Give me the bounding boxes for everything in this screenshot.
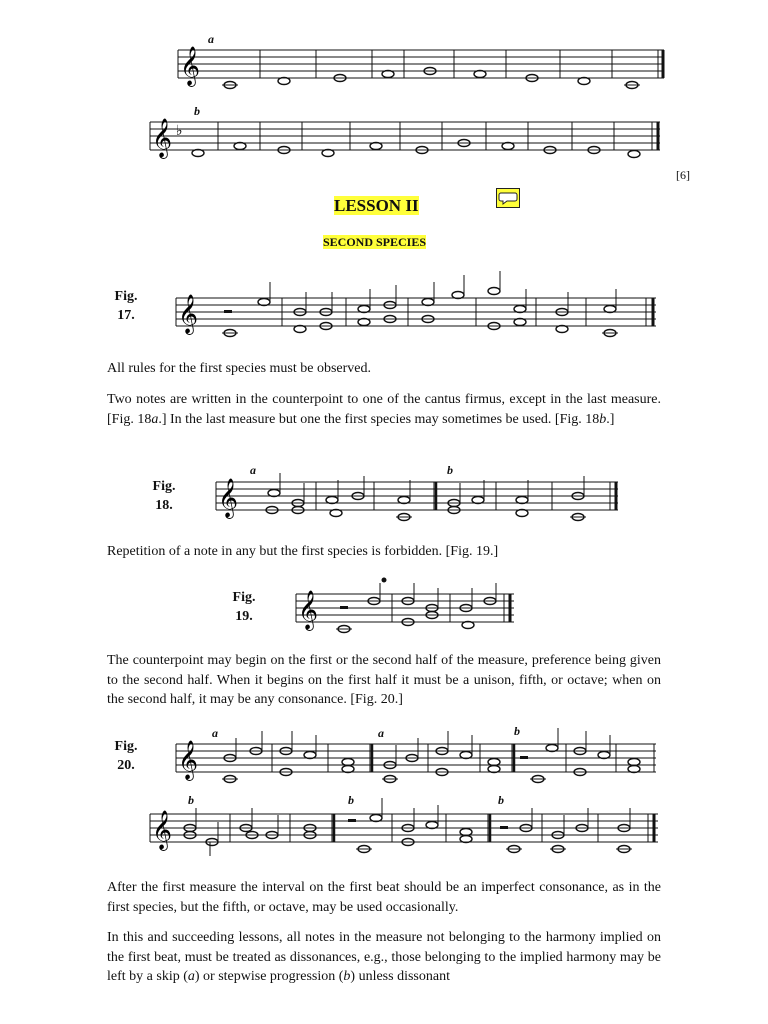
svg-text:𝄞: 𝄞	[298, 590, 319, 630]
paragraph-6-part1: In this and succeeding lessons, all notes in the measure not belonging to the harmony implied on the first beat, must be treated as dissonances, e.g., those belonging to the implied harmony may be left by a skip (	[107, 930, 661, 984]
svg-text:♭: ♭	[176, 123, 183, 139]
fig20-b-label-3: b	[188, 793, 194, 807]
fig19-label	[226, 588, 262, 626]
music-staff-fig17	[176, 282, 662, 342]
paragraph-2-b: b	[599, 411, 607, 427]
fig20-a-label-1: a	[212, 726, 218, 740]
svg-text:𝄞: 𝄞	[218, 478, 239, 518]
music-notation-fig20-row1	[176, 732, 662, 787]
paragraph-2	[107, 390, 661, 429]
paragraph-3: Repetition of a note in any but the first species is forbidden. [Fig. 19.]	[107, 544, 499, 559]
fig18-label-word: Fig.	[152, 479, 176, 494]
fig17-label-word: Fig.	[114, 289, 138, 304]
paragraph-2-part1: Two notes are written in the counterpoint to one of the cantus firmus, except in the last measure. [Fig. 18	[107, 392, 661, 427]
paragraph-5: After the first measure the interval on the first beat should be an imperfect consonance, as in the first species, but the fifth, or octave, may be used occasionally.	[107, 880, 661, 915]
music-staff-top-b	[150, 110, 665, 165]
fig17-number: 17.	[117, 308, 135, 323]
fig20-b-label-4: b	[348, 793, 354, 807]
music-staff-fig18	[216, 470, 626, 525]
fig20-a-label-2: a	[378, 726, 384, 740]
fig18-label	[146, 477, 182, 515]
paragraph-6-a: a	[187, 969, 195, 984]
paragraph-4: The counterpoint may begin on the first or the second half of the measure, preference being given to the second half. When it begins on the first half it must be a unison, fifth, or octave; when on the second half, it may be any consonance. [Fig. 20.]	[107, 653, 661, 707]
paragraph-1: All rules for the first species must be observed.	[107, 361, 371, 376]
svg-text:𝄞: 𝄞	[152, 810, 173, 850]
top-example-a-label: a	[208, 32, 214, 46]
music-staff-fig20-row2	[150, 804, 665, 859]
comment-icon[interactable]	[496, 188, 520, 208]
page-number: [6]	[676, 168, 690, 182]
top-example-b-label: b	[194, 104, 200, 118]
fig17-label	[108, 287, 144, 325]
paragraph-6	[107, 928, 661, 987]
paragraph-2-part2: .] In the last measure but one the first species may sometimes be used. [Fig. 18	[158, 411, 600, 427]
music-staff-fig19	[296, 578, 526, 638]
fig20-b-label-5: b	[498, 793, 504, 807]
fig20-label-word: Fig.	[114, 739, 138, 754]
music-staff-top-a	[178, 40, 668, 90]
fig18-a-label: a	[250, 463, 256, 477]
music-notation-top-a	[178, 40, 668, 90]
music-notation-fig20-row2	[150, 804, 665, 859]
svg-text:𝄞: 𝄞	[178, 294, 199, 334]
paragraph-2-a: a	[151, 411, 159, 427]
paragraph-6-part2: ) or stepwise progression (	[194, 969, 344, 984]
subtitle-text: SECOND SPECIES	[323, 235, 427, 249]
lesson-title	[334, 196, 419, 216]
fig20-b-label-1: b	[514, 724, 520, 738]
music-notation-fig19	[296, 578, 526, 638]
svg-text:𝄞: 𝄞	[180, 46, 201, 86]
fig19-label-word: Fig.	[232, 590, 256, 605]
music-staff-fig20-row1	[176, 732, 662, 787]
fig20-label	[108, 737, 144, 775]
fig18-b-label: b	[447, 463, 453, 477]
paragraph-6-part3: ) unless dissonant	[350, 969, 450, 984]
music-notation-top-b	[150, 110, 665, 165]
svg-text:𝄞: 𝄞	[152, 118, 173, 158]
music-notation-fig18	[216, 470, 626, 525]
fig18-number: 18.	[155, 498, 173, 513]
music-notation-fig17	[176, 282, 662, 342]
svg-text:𝄞: 𝄞	[178, 740, 199, 780]
fig20-number: 20.	[117, 758, 135, 773]
paragraph-2-part3: .]	[606, 411, 615, 427]
lesson-title-text: LESSON II	[334, 196, 419, 215]
subtitle	[323, 235, 426, 250]
paragraph-6-b: b	[343, 969, 351, 984]
fig19-number: 19.	[235, 609, 253, 624]
